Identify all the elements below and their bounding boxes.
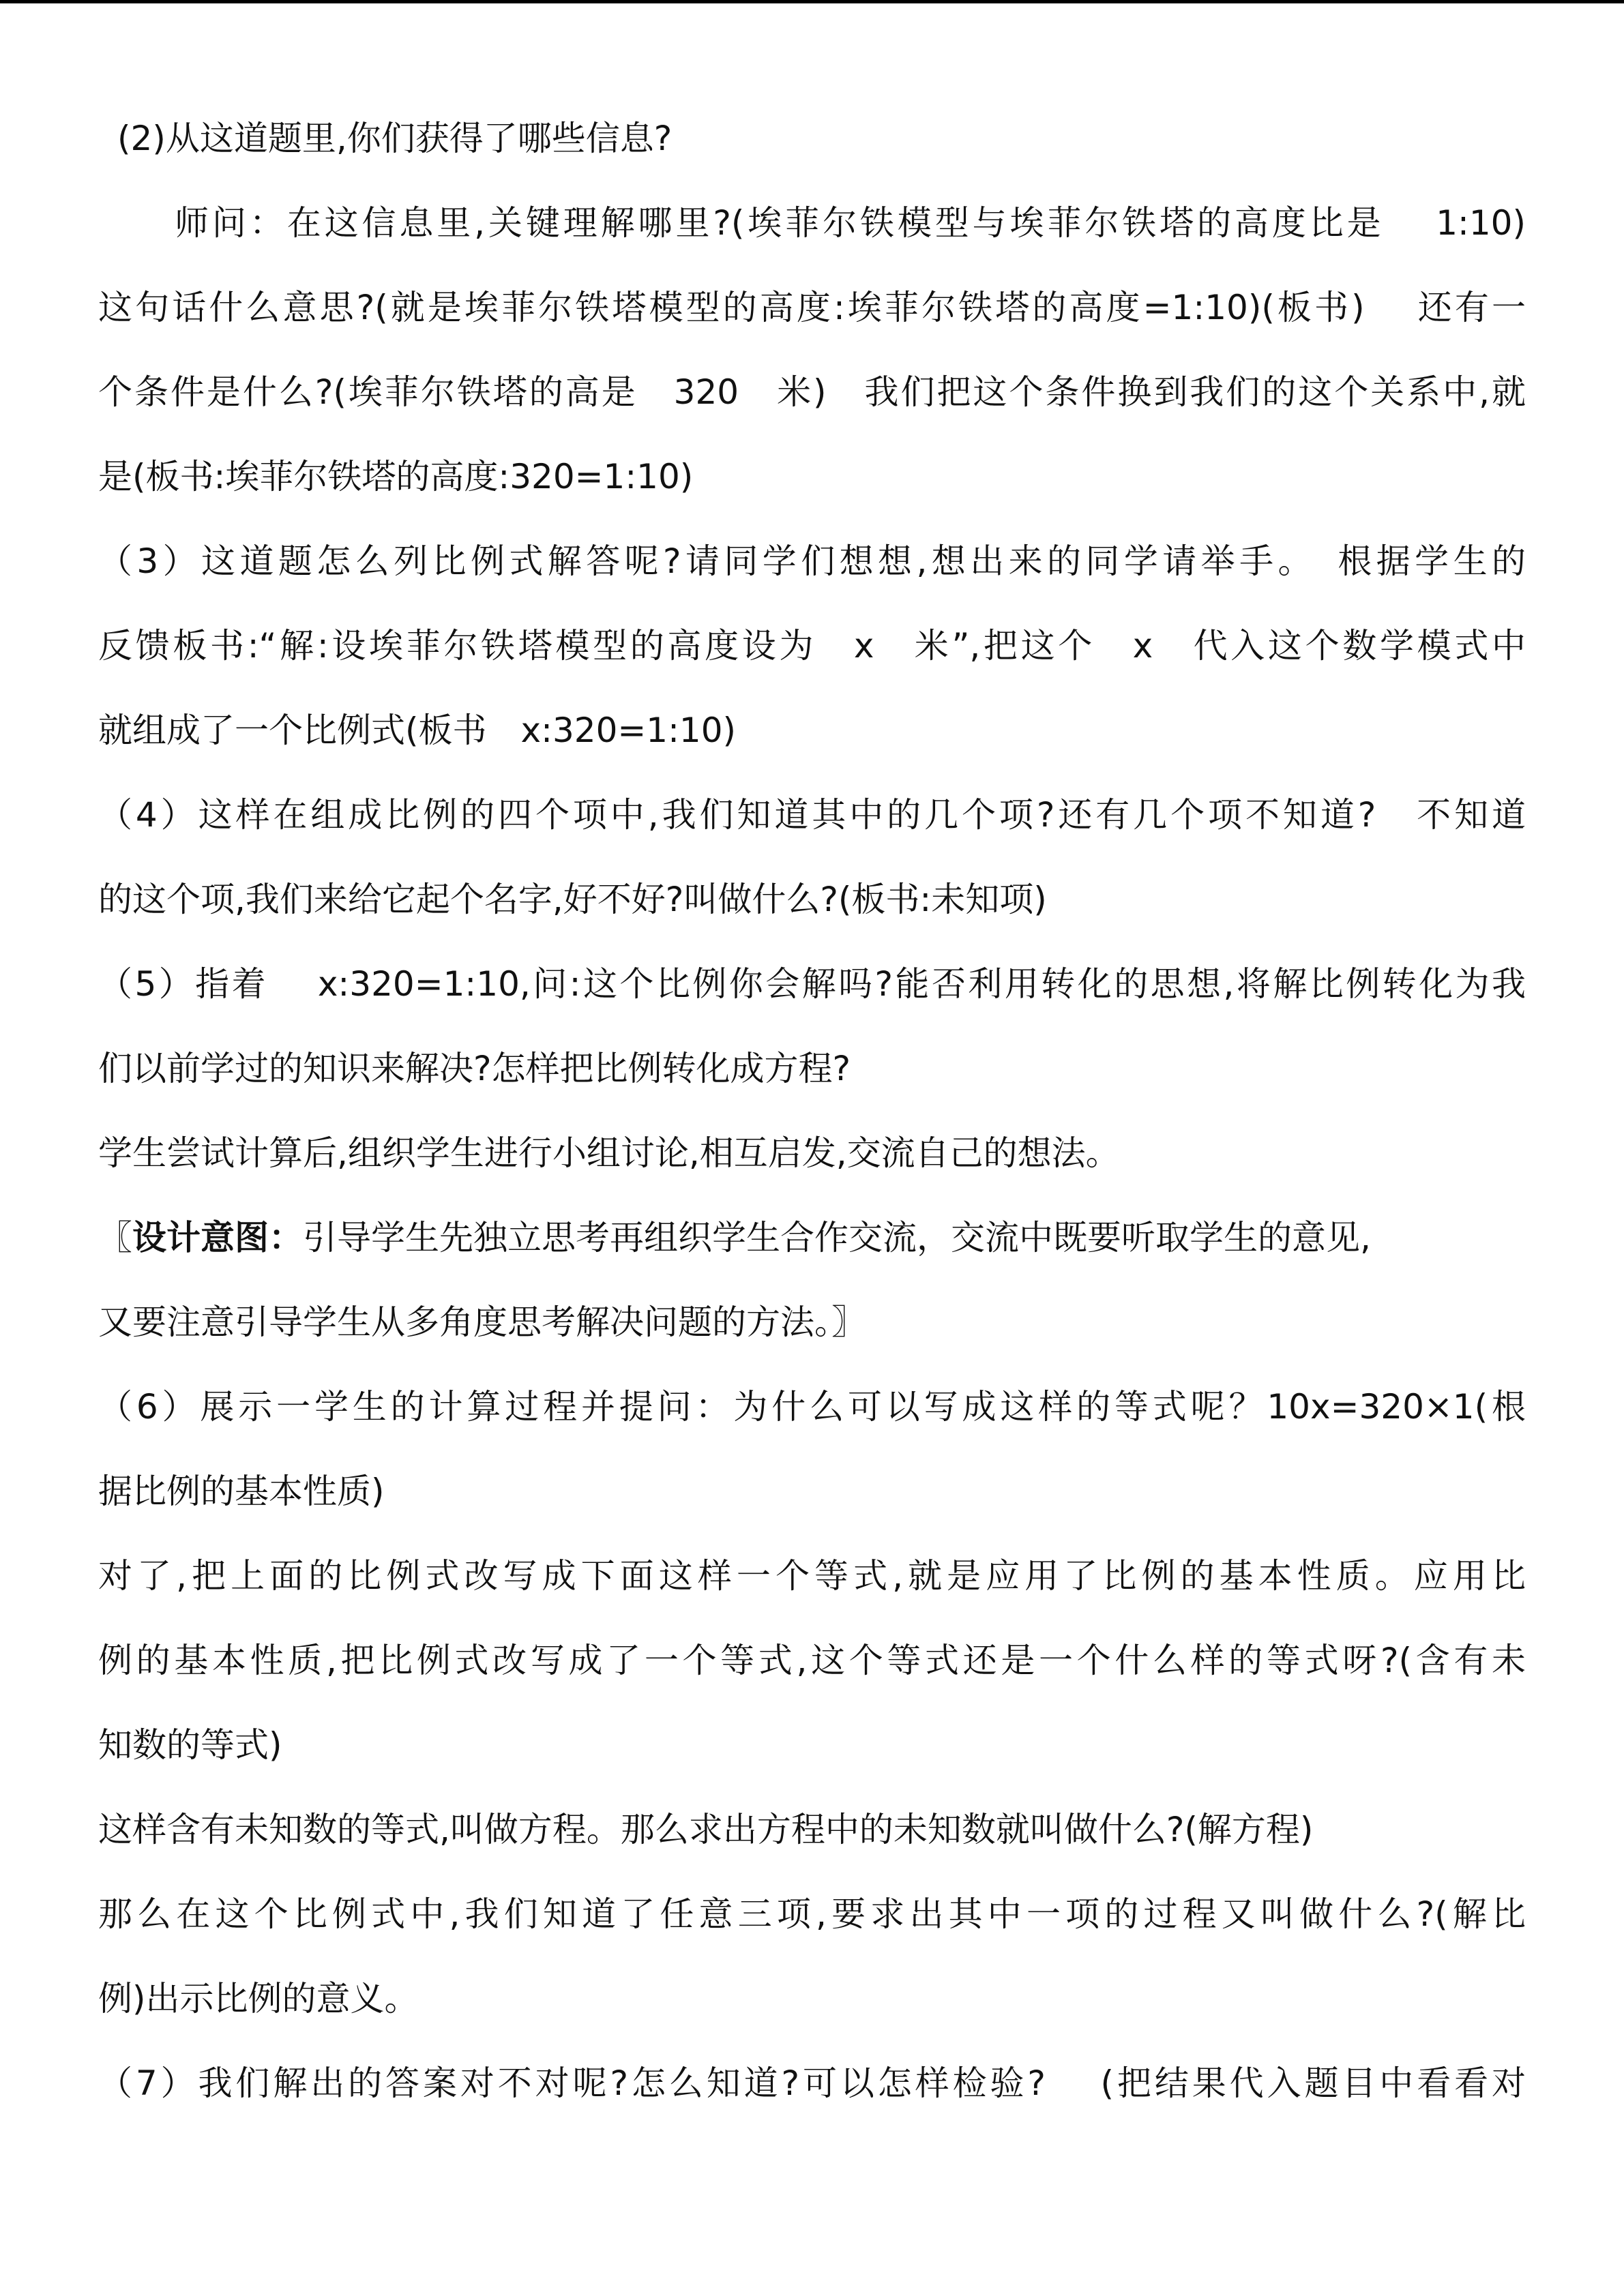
paragraph-line: 师问：在这信息里,关键理解哪里?(埃菲尔铁模型与埃菲尔铁塔的高度比是 1:10) [175, 203, 1526, 243]
paragraph-line: 反馈板书:“解:设埃菲尔铁塔模型的高度设为 x 米”,把这个 x 代入这个数学模式中 [98, 626, 1526, 666]
paragraph-line: 是(板书:埃菲尔铁塔的高度:320=1:10) [98, 457, 694, 496]
paragraph-line: 们以前学过的知识来解决?怎样把比例转化成方程? [98, 1049, 851, 1088]
design-intent-line [98, 1214, 1526, 1262]
design-intent-text: 引导学生先独立思考再组织学生合作交流，交流中既要听取学生的意见, [303, 1218, 1371, 1257]
design-intent-label: 设计意图： [132, 1218, 303, 1257]
paragraph-line: 对了,把上面的比例式改写成下面这样一个等式,就是应用了比例的基本性质。应用比 [98, 1556, 1526, 1596]
paragraph-line: 例的基本性质,把比例式改写成了一个等式,这个等式还是一个什么样的等式呀?(含有未 [98, 1641, 1526, 1680]
page-top-border [0, 0, 1624, 3]
paragraph-line: 据比例的基本性质) [98, 1472, 385, 1511]
paragraph-line: 就组成了一个比例式(板书 x:320=1:10) [98, 711, 737, 750]
paragraph-line: 这句话什么意思?(就是埃菲尔铁塔模型的高度:埃菲尔铁塔的高度=1:10)(板书) 还有一 [98, 288, 1526, 327]
paragraph-line: 的这个项,我们来给它起个名字,好不好?叫做什么?(板书:未知项) [98, 880, 1047, 919]
paragraph-line: （6）展示一学生的计算过程并提问：为什么可以写成这样的等式呢？10x=320×1(根 [98, 1387, 1526, 1427]
paragraph-line: 例)出示比例的意义。 [98, 1979, 419, 2018]
paragraph-line: 个条件是什么?(埃菲尔铁塔的高是 320 米) 我们把这个条件换到我们的这个关系中,就 [98, 372, 1526, 412]
paragraph-line: 那么在这个比例式中,我们知道了任意三项,要求出其中一项的过程又叫做什么?(解比 [98, 1894, 1526, 1934]
paragraph-line: （3）这道题怎么列比例式解答呢?请同学们想想,想出来的同学请举手。 根据学生的 [98, 541, 1526, 581]
paragraph-line: 这样含有未知数的等式,叫做方程。那么求出方程中的未知数就叫做什么?(解方程) [98, 1810, 1314, 1849]
design-intent-open-bracket: 〖 [98, 1218, 132, 1257]
paragraph-line: （7）我们解出的答案对不对呢?怎么知道?可以怎样检验? (把结果代入题目中看看对 [98, 2063, 1526, 2103]
paragraph-line: 又要注意引导学生从多角度思考解决问题的方法。〗 [98, 1302, 866, 1342]
paragraph-line: 知数的等式) [98, 1725, 282, 1765]
paragraph-line: （5）指着 x:320=1:10,问:这个比例你会解吗?能否利用转化的思想,将解比例转化为我 [98, 964, 1526, 1004]
paragraph-line: （4）这样在组成比例的四个项中,我们知道其中的几个项?还有几个项不知道? 不知道 [98, 795, 1526, 835]
paragraph-line: 学生尝试计算后,组织学生进行小组讨论,相互启发,交流自己的想法。 [98, 1133, 1120, 1173]
paragraph-line: (2)从这道题里,你们获得了哪些信息? [117, 119, 673, 158]
